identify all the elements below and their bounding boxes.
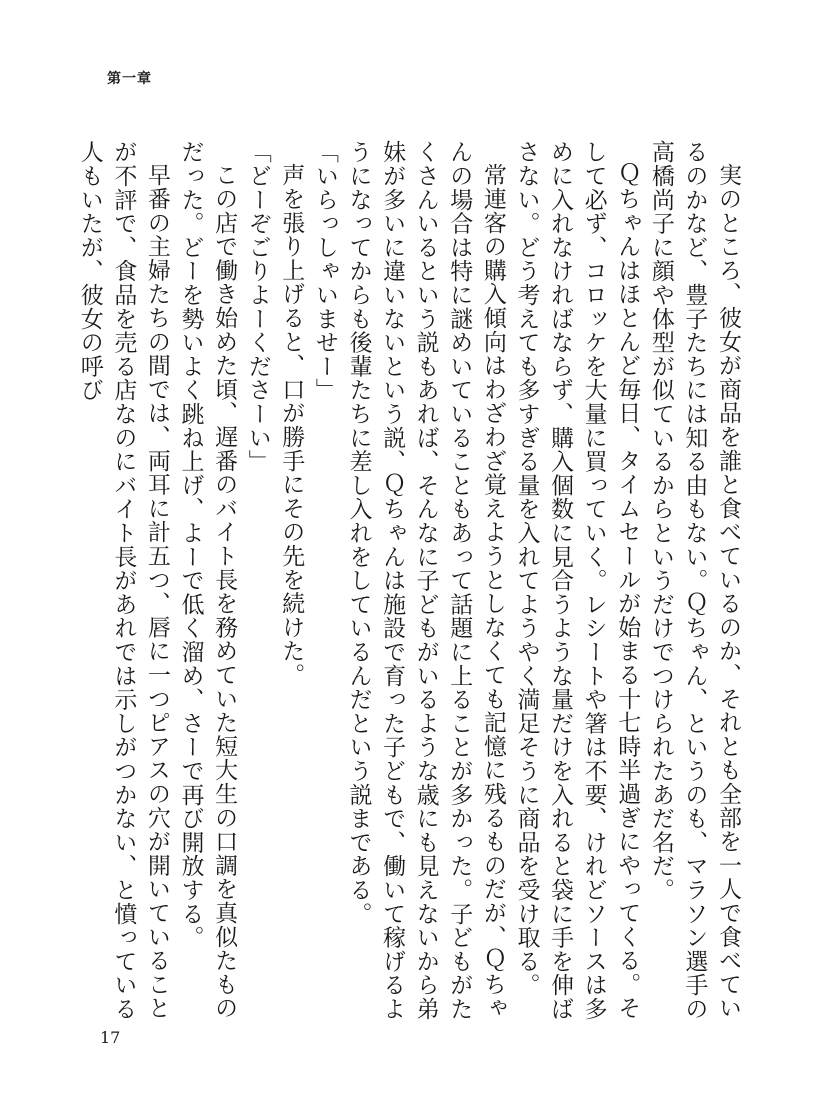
paragraph-1: 実のところ、彼女が商品を誰と食べているのか、それとも全部を一人で食べているのかなど、豊子たちには知る由もない。Ｑちゃん、というのも、マラソン選手の高橋尚子に顔や体型が似ているからというだけでつけられたあだ名だ。 [647, 140, 741, 1021]
paragraph-3: 常連客の購入傾向はわざわざ覚えようとしなくても記憶に残るものだが、Ｑちゃんの場合は特に謎めいていることもあって話題に上ることが多かった。子どもがたくさんいるという説もあれば、そんなに子どもがいるような歳にも見えないから弟妹が多いに違いないという説、Ｑちゃんは施設で育った子どもで、働いて稼げるようになってからも後輩たちに差し入れをしているんだという説まである。 [345, 140, 506, 1021]
page-number: 17 [100, 1028, 121, 1047]
paragraph-4: 声を張り上げると、口が勝手にその先を続けた。 [278, 163, 305, 687]
vertical-body-text [76, 140, 744, 1030]
chapter-header: 第一章 [107, 71, 152, 87]
dialogue-1: 「いらっしゃいませー」 [311, 140, 338, 402]
paragraph-6: 早番の主婦たちの間では、両耳に計五つ、唇に一つピアスの穴が開いていることが不評で、食品を売る店なのにバイト長があれでは示しがつかない、と憤っている人もいたが、彼女の呼び [76, 140, 170, 1021]
dialogue-2: 「どーぞごりよーくださーい」 [244, 140, 271, 474]
paragraph-2: Ｑちゃんはほとんど毎日、タイムセールが始まる十七時半過ぎにやってくる。そして必ず、コロッケを大量に買っていく。レシートや箸は不要、けれどソースは多めに入れなければならず、購入個数に見合うような量だけを入れると袋に手を伸ばさない。どう考えても多すぎる量を入れてようやく満足そうに商品を受け取る。 [513, 140, 641, 1021]
paragraph-5: この店で働き始めた頃、遅番のバイト長を務めていた短大生の口調を真似たものだった。どーを勢いよく跳ね上げ、よーで低く溜め、さーで再び開放する。 [177, 140, 238, 1020]
